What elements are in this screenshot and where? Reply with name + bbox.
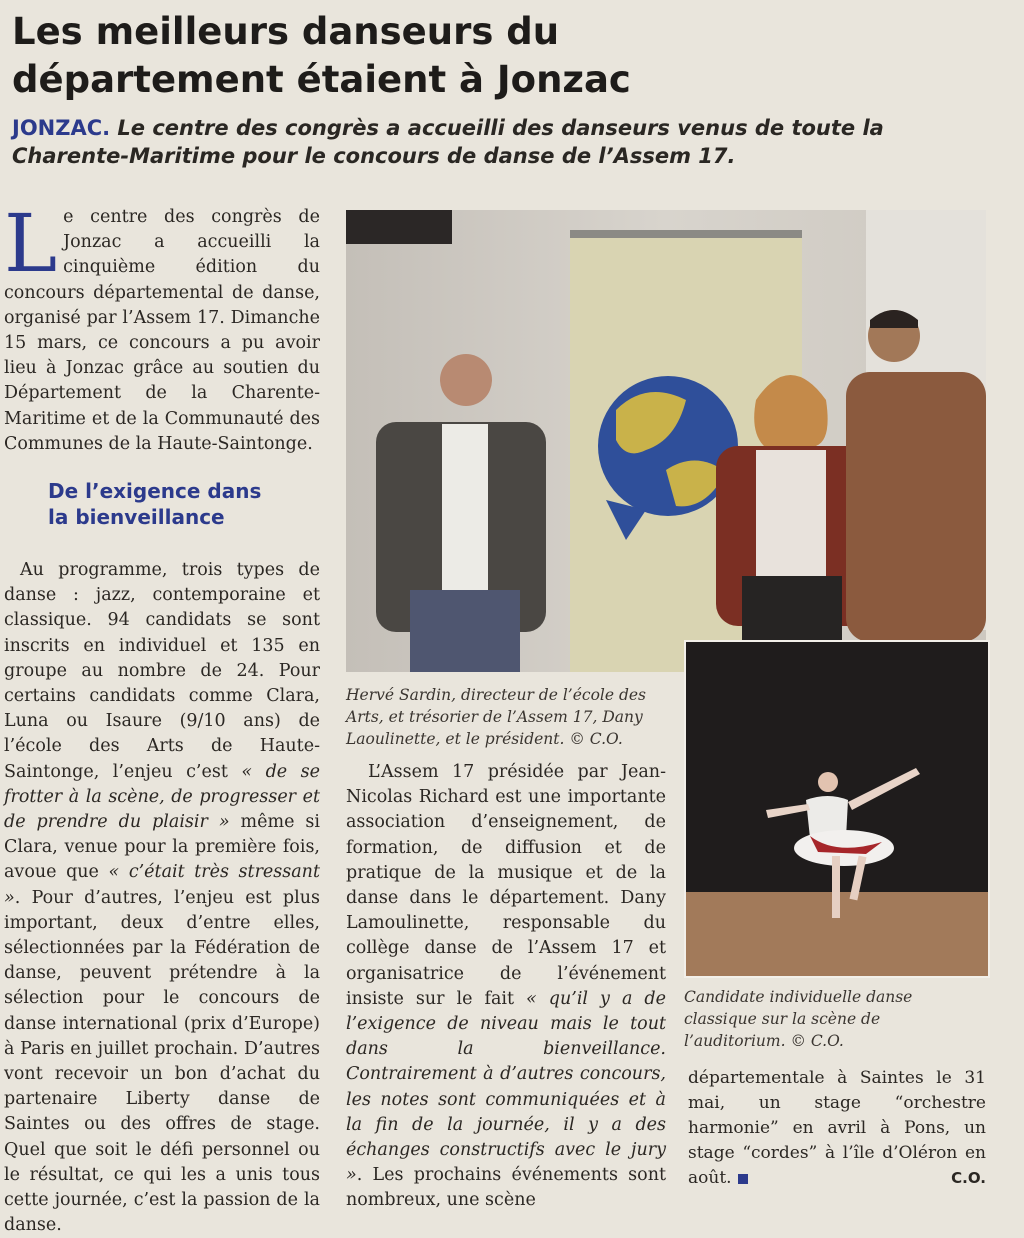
photo-caption-1: Hervé Sardin, directeur de l’école des Arts, et trésorier de l’Assem 17, Dany Laoulinette, et le président. © C.O. — [346, 686, 647, 748]
intro-text: e centre des congrès de Jonzac a accueilli la cinquième édition du concours départemental de danse, organisé par l’Assem 17. Dimanche 15 mars, ce concours a pu avoir lieu à Jonzac grâce au soutien du Département de la Charente-Maritime et de la Communauté des Communes de la Haute-Saintonge. — [4, 207, 320, 454]
body-column-1 — [4, 558, 320, 1238]
dancer-photo-image — [686, 642, 988, 976]
body1-quote-b: « c’était très stressant » — [4, 862, 320, 908]
group-photo — [346, 210, 986, 672]
lead-text: Le centre des congrès a accueilli des danseurs venus de toute la Charente-Maritime pour le concours de danse de l’Assem 17. — [12, 116, 884, 168]
section-subhead — [48, 478, 298, 530]
photo-caption-2: Candidate individuelle danse classique sur la scène de l’auditorium. © C.O. — [684, 988, 913, 1050]
subhead-line-1: De l’exigence dans — [48, 479, 262, 503]
dancer-photo — [684, 640, 990, 978]
group-photo-image — [346, 210, 986, 672]
body1-text-b: même si Clara, venue pour la première fois, avoue que — [4, 812, 321, 883]
body2-text-b: . Les prochains événements sont nombreux, une scène — [346, 1165, 666, 1211]
author-signature: C.O. — [951, 1169, 986, 1187]
body1-text-c: . Pour d’autres, l’enjeu est plus important, deux d’entre elles, sélectionnées par la Fédération de danse, peuvent prétendre à la sélection pour le concours de danse international (prix d’Europe) à Paris en juillet prochain. D’autres vont recevoir un bon d’achat du partenaire Liberty danse de Saintes ou des offres de stage. Quel que soit le défi personnel ou le résultat, ce qui les a unis tous cette journée, c’est la passion de la danse. — [4, 887, 320, 1236]
body2-quote: « qu’il y a de l’exigence de niveau mais le tout dans la bienveillance. Contrairement à d’autres concours, les notes sont communiquées et à la fin de la journée, il y a des échanges constructifs avec le jury » — [346, 988, 666, 1186]
end-mark-icon — [738, 1174, 748, 1184]
body2-text-a: L’Assem 17 présidée par Jean-Nicolas Richard est une importante association d’enseignement, de formation, de diffusion et de pratique de la musique et de la danse dans le département. Dany Lamoulinette, responsable du collège danse de l’Assem 17 et organisatrice de l’événement insiste sur le fait — [346, 762, 666, 1009]
intro-paragraph — [4, 197, 320, 457]
drop-cap: L — [4, 197, 58, 290]
lead-paragraph — [12, 114, 912, 170]
headline — [12, 8, 772, 104]
headline-line-1: Les meilleurs danseurs du — [12, 10, 560, 53]
body-column-3 — [688, 1066, 986, 1191]
subhead-line-2: la bienveillance — [48, 505, 225, 529]
headline-line-2: département étaient à Jonzac — [12, 58, 631, 101]
dateline: JONZAC. — [12, 116, 111, 140]
body-column-2 — [346, 760, 666, 1214]
body3-text: départementale à Saintes le 31 mai, un stage “orchestre harmonie” en avril à Pons, un stage “cordes” à l’île d’Oléron en août. — [688, 1068, 986, 1188]
body1-quote-a: « de se frotter à la scène, de progresser et de prendre du plaisir » — [4, 761, 321, 833]
body1-text-a: Au programme, trois types de danse : jazz, contemporaine et classique. 94 candidats se sont inscrits en individuel et 135 en groupe au nombre de 24. Pour certains candidats comme Clara, Luna ou Isaure (9/10 ans) de l’école des Arts de Haute-Saintonge, l’enjeu c’est — [4, 560, 320, 782]
